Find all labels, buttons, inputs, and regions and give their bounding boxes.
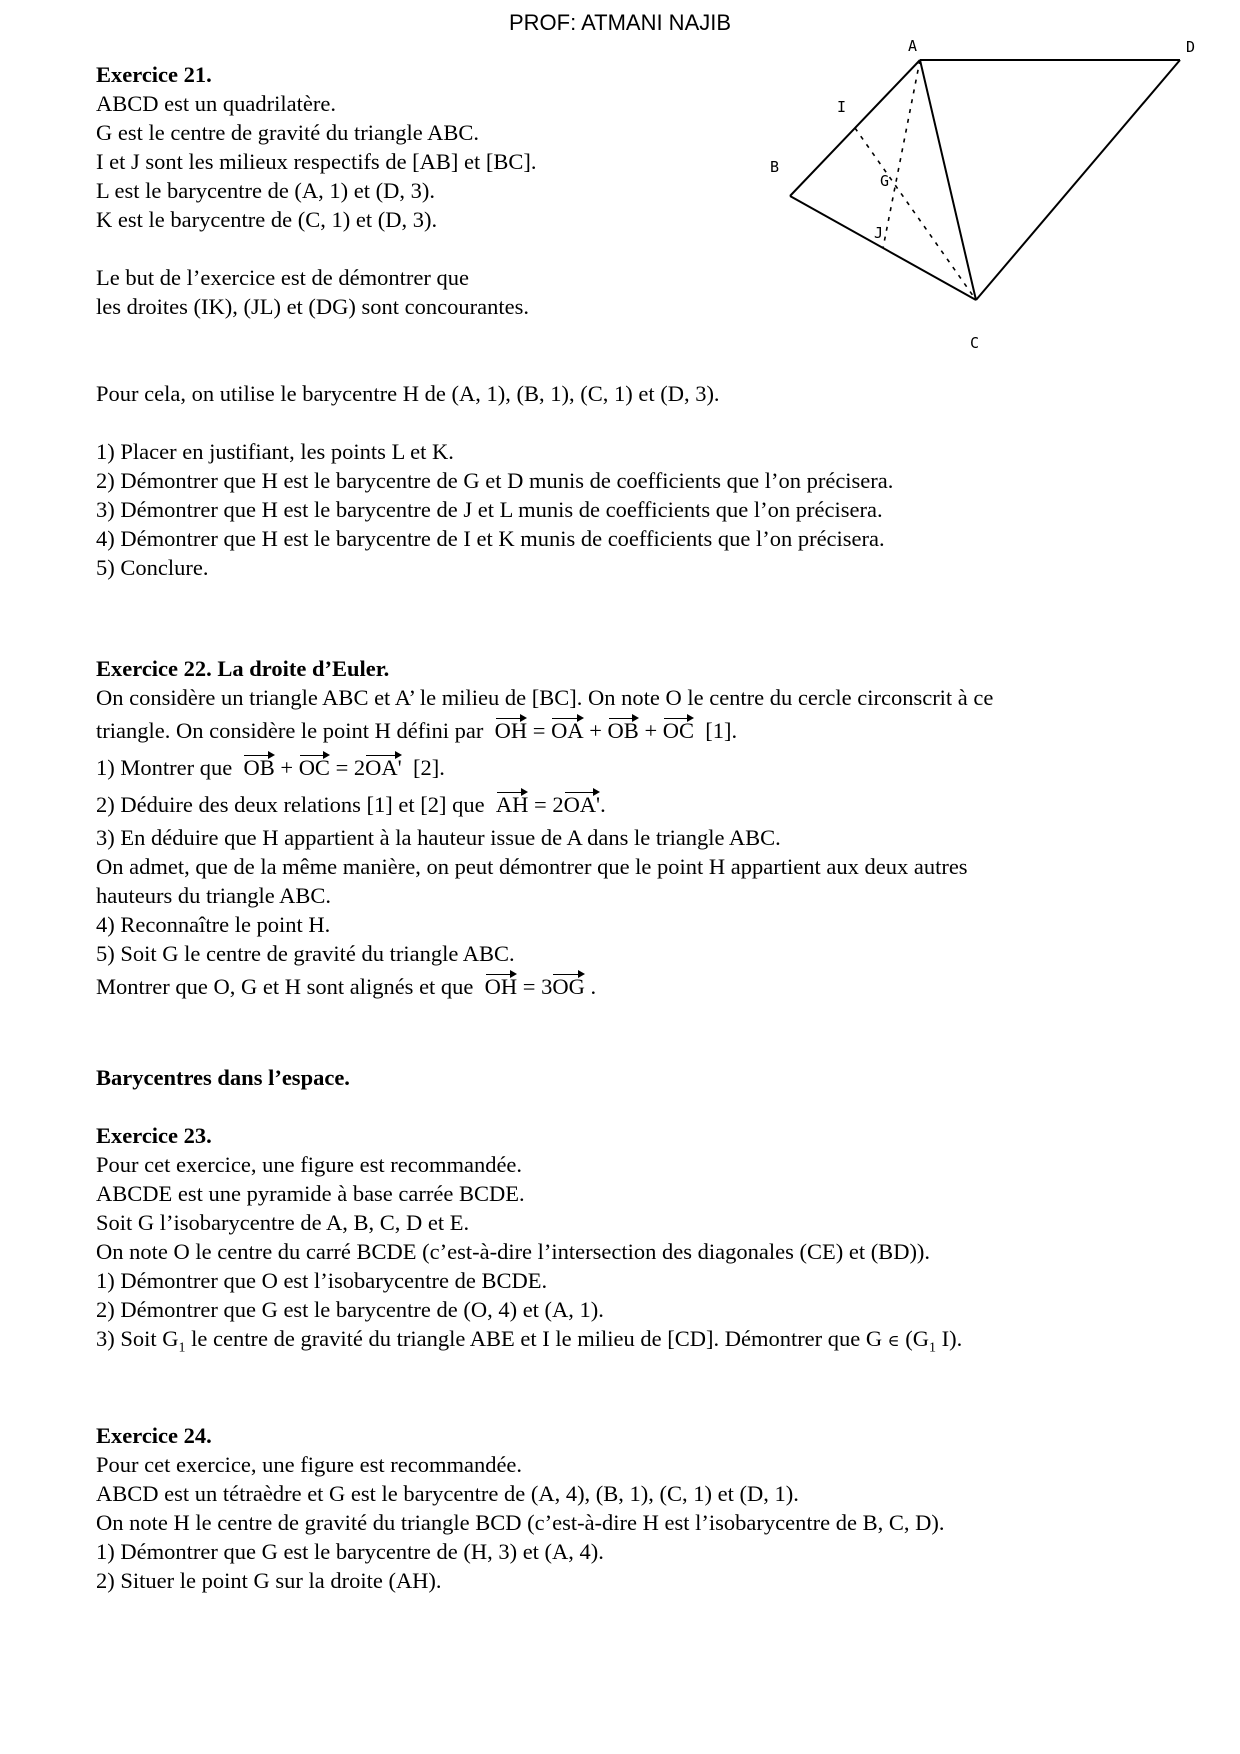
ex21-goal: les droites (IK), (JL) et (DG) sont concourantes. xyxy=(96,294,529,319)
element-of-symbol: ∈ xyxy=(887,1333,900,1350)
ex23-line: ABCDE est une pyramide à base carrée BCDE. xyxy=(96,1181,525,1206)
ex24-line: Pour cet exercice, une figure est recommandée. xyxy=(96,1451,523,1477)
ex23-line: Soit G l’isobarycentre de A, B, C, D et E. xyxy=(96,1210,470,1235)
vector-oh: OH xyxy=(484,974,518,999)
section-title: Barycentres dans l’espace. xyxy=(96,1065,350,1090)
ex23-q3: 3) Soit $G_1$ le centre de gravité du triangle ABE et I le milieu de [CD]. Démontrer que G ∈ ($G_1$ I). xyxy=(96,1326,963,1356)
vector-oc: OC xyxy=(662,718,695,743)
ex22-line: On considère un triangle ABC et A’ le milieu de [BC]. On note O le centre du cercle circonscrit à ce xyxy=(96,685,994,710)
ex22-q4: 4) Reconnaître le point H. xyxy=(96,912,331,937)
label-i: I xyxy=(837,98,847,116)
ex21-question: 4) Démontrer que H est le barycentre de I et K munis de coefficients que l’on précisera. xyxy=(96,526,885,551)
vector-oh: OH xyxy=(494,718,528,743)
ex21-goal: Le but de l’exercice est de démontrer que xyxy=(96,265,469,290)
ex21-line: G est le centre de gravité du triangle ABC. xyxy=(96,120,480,145)
ex24-line: On note H le centre de gravité du triangle BCD (c’est-à-dire H est l’isobarycentre de B, C, D). xyxy=(96,1509,945,1535)
ex22-q2: 2) Déduire des deux relations [1] et [2] que AH = 2OA'. xyxy=(96,792,606,817)
vector-oa: OA xyxy=(551,718,584,743)
vector-oa-prime: OA' xyxy=(563,792,601,817)
ex21-question: 5) Conclure. xyxy=(96,555,209,580)
label-c: C xyxy=(970,334,980,352)
ex21-question: 2) Démontrer que H est le barycentre de G et D munis de coefficients que l’on précisera. xyxy=(96,468,894,493)
ex24-line: 1) Démontrer que G est le barycentre de (H, 3) et (A, 4). xyxy=(96,1538,604,1564)
ex22-q1: 1) Montrer que OB + OC = 2OA' [2]. xyxy=(96,755,445,780)
page-header: PROF: ATMANI NAJIB xyxy=(508,10,732,35)
ex23-line: On note O le centre du carré BCDE (c’est-à-dire l’intersection des diagonales (CE) et (BD)). xyxy=(96,1239,931,1264)
ex21-method: Pour cela, on utilise le barycentre H de (A, 1), (B, 1), (C, 1) et (D, 3). xyxy=(96,381,720,406)
ex21-question: 3) Démontrer que H est le barycentre de J et L munis de coefficients que l’on précisera. xyxy=(96,497,883,522)
label-b: B xyxy=(770,158,780,176)
vector-ob: OB xyxy=(243,755,275,780)
ex22-q5: 5) Soit G le centre de gravité du triangle ABC. xyxy=(96,941,515,966)
ex22-title: Exercice 22. La droite d’Euler. xyxy=(96,656,390,681)
ex22-q5b: Montrer que O, G et H sont alignés et que OH = 3OG . xyxy=(96,974,597,999)
vector-og: OG xyxy=(552,974,585,999)
label-d: D xyxy=(1186,38,1196,56)
ex24-line: 2) Situer le point G sur la droite (AH). xyxy=(96,1567,442,1593)
vector-oa-prime: OA' xyxy=(365,755,402,780)
ex22-admit: hauteurs du triangle ABC. xyxy=(96,883,331,908)
ex23-line: 1) Démontrer que O est l’isobarycentre de BCDE. xyxy=(96,1268,548,1293)
document-body xyxy=(96,60,1156,1595)
vector-ah: AH xyxy=(495,792,529,817)
ex21-question: 1) Placer en justifiant, les points L et K. xyxy=(96,439,454,464)
ex22-q3: 3) En déduire que H appartient à la hauteur issue de A dans le triangle ABC. xyxy=(96,825,781,850)
ex22-admit: On admet, que de la même manière, on peut démontrer que le point H appartient aux deux autres xyxy=(96,854,968,879)
label-a: A xyxy=(908,38,918,55)
ex21-line: I et J sont les milieux respectifs de [AB] et [BC]. xyxy=(96,149,537,174)
ex24-title: Exercice 24. xyxy=(96,1422,212,1448)
label-g: G xyxy=(880,172,890,190)
ex21-line: ABCD est un quadrilatère. xyxy=(96,91,336,116)
ex24-line: ABCD est un tétraèdre et G est le barycentre de (A, 4), (B, 1), (C, 1) et (D, 1). xyxy=(96,1480,799,1506)
ex23-line: 2) Démontrer que G est le barycentre de (O, 4) et (A, 1). xyxy=(96,1297,604,1322)
ex23-title: Exercice 23. xyxy=(96,1123,212,1148)
ex21-title: Exercice 21. xyxy=(96,62,212,87)
vector-oc: OC xyxy=(298,755,330,780)
vector-ob: OB xyxy=(607,718,639,743)
ex22-definition: triangle. On considère le point H défini par OH = OA + OB + OC [1]. xyxy=(96,718,738,743)
ex23-line: Pour cet exercice, une figure est recommandée. xyxy=(96,1152,523,1177)
label-j: J xyxy=(874,224,884,242)
ex21-line: L est le barycentre de (A, 1) et (D, 3). xyxy=(96,178,436,203)
ex21-line: K est le barycentre de (C, 1) et (D, 3). xyxy=(96,207,438,232)
